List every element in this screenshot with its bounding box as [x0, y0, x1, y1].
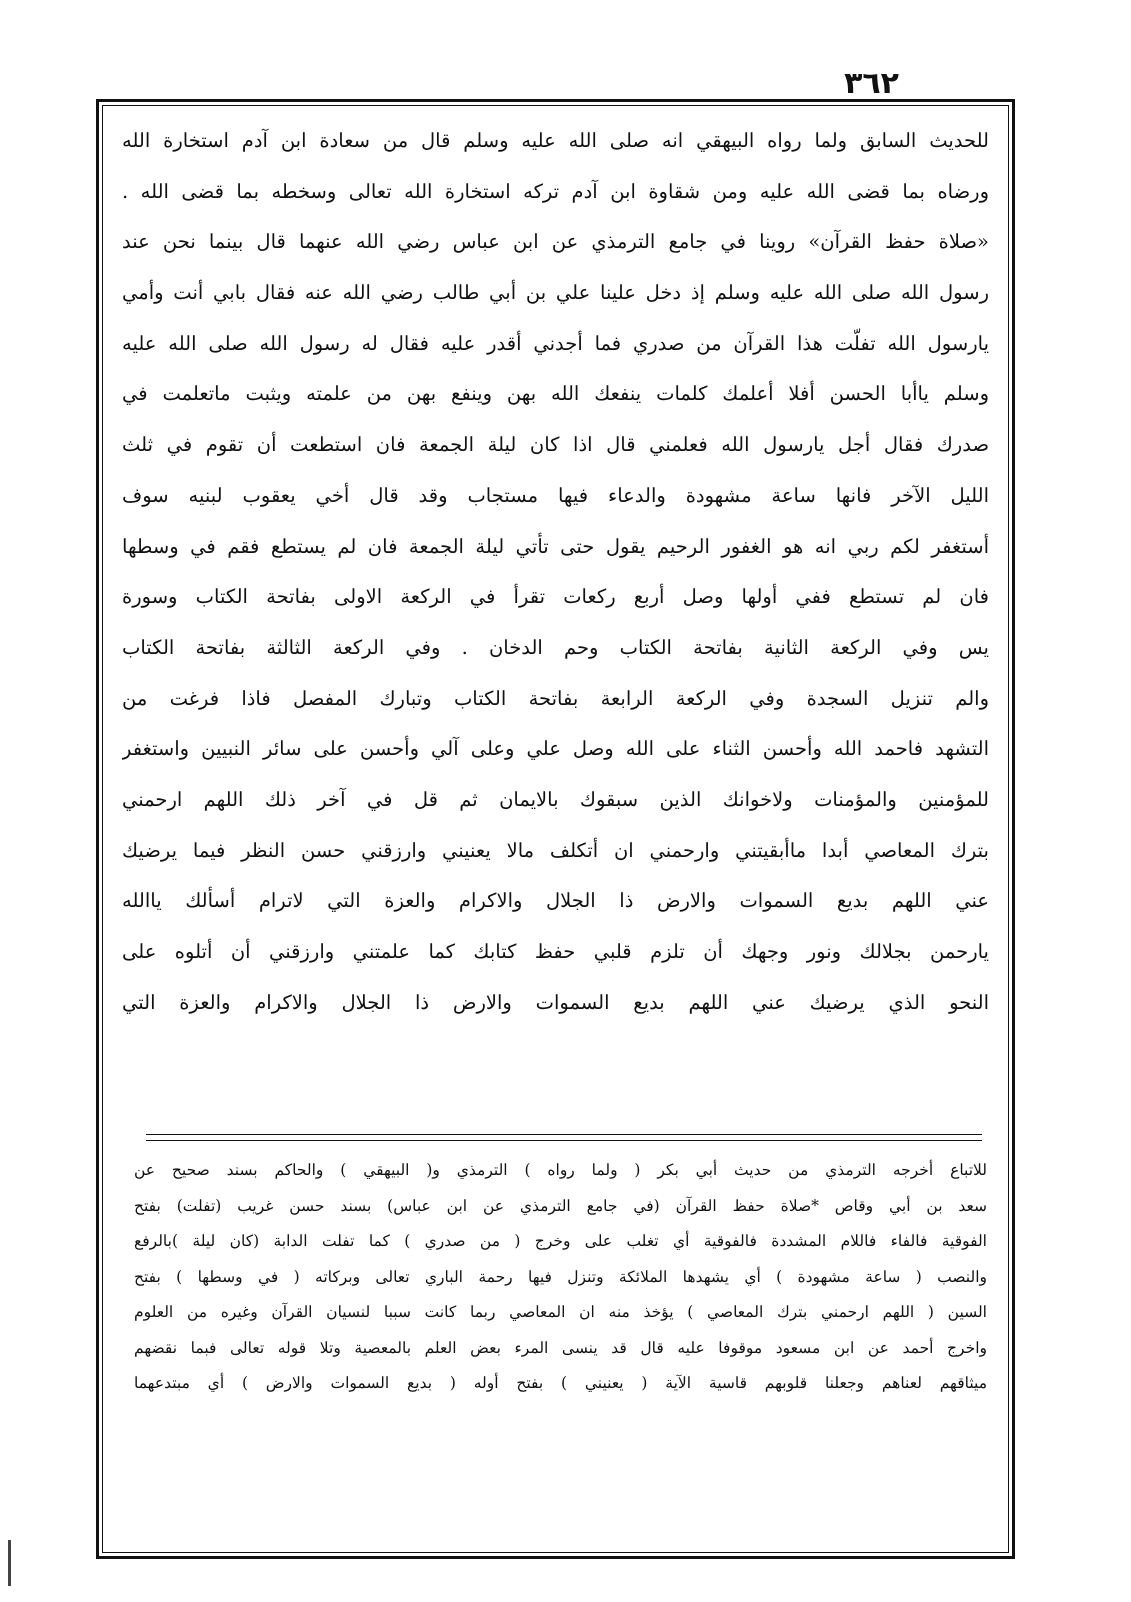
footnote-line: الفوقية فالفاء فاللام المشددة فالفوقية أي تغلب على وخرج ( من صدري ) كما تفلت الدابة (كان ليلة )بالرفع: [134, 1232, 987, 1250]
main-text-line: فان لم تستطع ففي أولها وصل أربع ركعات تقرأ في الركعة الاولى بفاتحة الكتاب وسورة: [122, 585, 989, 609]
main-text-line: النحو الذي يرضيك عني اللهم بديع السموات والارض ذا الجلال والاكرام والعزة التي: [122, 990, 989, 1014]
scan-margin-mark: [8, 1540, 11, 1586]
main-text-line: عني اللهم بديع السموات والارض ذا الجلال والاكرام والعزة التي لاترام أسألك ياالله: [122, 889, 989, 913]
main-text-line: يارحمن بجلالك ونور وجهك أن تلزم قلبي حفظ كتابك كما علمتني وارزقني أن أتلوه على: [122, 940, 989, 963]
main-text-line: بترك المعاصي أبدا ماأبقيتني وارحمني ان أتكلف مالا يعنيني وارزقني حسن النظر فيما يرضيك: [122, 838, 989, 862]
main-text-line: التشهد فاحمد الله وأحسن الثناء على الله وصل علي وعلى آلي وأحسن على سائر النبيين واستغفر: [122, 737, 989, 761]
main-text-line: والم تنزيل السجدة وفي الركعة الرابعة بفاتحة الكتاب وتبارك المفصل فاذا فرغت من: [122, 686, 989, 710]
footnote-line: السين ( اللهم ارحمني بترك المعاصي ) يؤخذ منه ان المعاصي ربما كانت سببا لنسيان القرآن وغيره من العلوم: [134, 1303, 987, 1321]
footnotes-block: [134, 1153, 987, 1402]
footnote-line: سعد بن أبي وقاص *صلاة حفظ القرآن (في جامع الترمذي عن ابن عباس) بسند حسن غريب (تفلت) بفتح: [134, 1196, 987, 1215]
footnote-line: للاتباع أخرجه الترمذي من حديث أبي بكر ( ولما رواه ) الترمذي و( البيهقي ) والحاكم بسند صحيح عن: [134, 1161, 987, 1179]
main-text-line: للحديث السابق ولما رواه البيهقي انه صلى الله عليه وسلم قال من سعادة ابن آدم استخارة الله: [122, 129, 989, 152]
main-text-line: يس وفي الركعة الثانية بفاتحة الكتاب وحم الدخان . وفي الركعة الثالثة بفاتحة الكتاب: [122, 635, 989, 659]
main-text-line: ورضاه بما قضى الله عليه ومن شقاوة ابن آدم تركه استخارة الله تعالى وسخطه بما قضى الله .: [122, 179, 989, 203]
main-text-line: يارسول الله تفلّت هذا القرآن من صدري فما أجدني أقدر عليه فقال له رسول الله صلى الله عليه: [122, 331, 989, 355]
main-text-line: «صلاة حفظ القرآن» روينا في جامع الترمذي عن ابن عباس رضي الله عنهما قال بينما نحن عند: [122, 230, 989, 254]
footnote-separator-rule: [146, 1134, 982, 1135]
main-text-line: صدرك فقال أجل يارسول الله فعلمني قال اذا كان ليلة الجمعة فان استطعت أن تقوم في ثلث: [122, 433, 989, 457]
main-text-line: للمؤمنين والمؤمنات ولاخوانك الذين سبقوك بالايمان ثم قل في آخر ذلك اللهم ارحمني: [122, 787, 989, 811]
main-text-line: أستغفر لكم ربي انه هو الغفور الرحيم يقول حتى تأتي ليلة الجمعة فان لم يستطع فقم في وسطها: [122, 534, 989, 558]
main-text-line: وسلم ياأبا الحسن أفلا أعلمك كلمات ينفعك الله بهن وينفع بهن من علمته ويثبت ماتعلمت في: [122, 382, 989, 406]
main-text-block: [122, 116, 989, 1028]
main-text-line: الليل الآخر فانها ساعة مشهودة والدعاء فيها مستجاب وقد قال أخي يعقوب لبنيه سوف: [122, 483, 989, 507]
footnote-line: والنصب ( ساعة مشهودة ) أي يشهدها الملائكة وتنزل فيها رحمة الباري تعالى وبركاته ( في وسطها ) بفتح: [134, 1267, 987, 1286]
footnote-separator-rule: [146, 1140, 982, 1141]
main-text-line: رسول الله صلى الله عليه وسلم إذ دخل علينا علي بن أبي طالب رضي الله عنه فقال بابي أنت وأمي: [122, 281, 989, 305]
footnote-line: واخرج أحمد عن ابن مسعود موقوفا عليه قال قد ينسى المرء بعض العلم بالمعصية وتلا قوله تعالى فبما نقضهم: [134, 1338, 987, 1357]
page-number: ٣٦٢: [844, 66, 899, 101]
footnote-line: ميثاقهم لعناهم وجعلنا قلوبهم قاسية الآية ( يعنيني ) بفتح أوله ( بديع السموات والارض ) أي مبتدعهما: [134, 1374, 987, 1392]
